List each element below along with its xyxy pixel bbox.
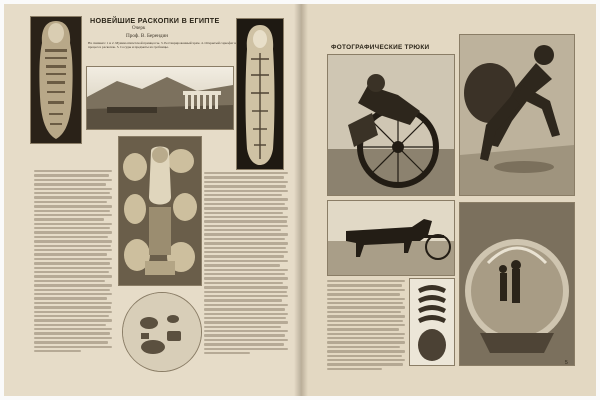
- article-text-column-1: [34, 170, 112, 384]
- sarcophagus-photo: [236, 18, 284, 170]
- page-gutter: [294, 4, 308, 396]
- mirror-sphere-photo: [459, 202, 575, 366]
- right-page-title: ФОТОГРАФИЧЕСКИЕ ТРЮКИ: [331, 44, 430, 51]
- left-page-author: Проф. В. Берендин: [126, 33, 169, 39]
- magazine-spread: [4, 4, 596, 396]
- photo-caption: На снимках: 1 и 2. Мумии египетской принцессы. 3. Реставрированный храм. 4. Открытый саркофаг в процессе раскопок. 5. Сосуды и предметы из гробницы.: [88, 41, 236, 50]
- jumping-figure-photo: [459, 34, 575, 196]
- article-text-column-2: [204, 172, 288, 384]
- horse-carriage-photo: [327, 200, 455, 276]
- temple-photo: [86, 66, 234, 130]
- left-page-title: НОВЕЙШИЕ РАСКОПКИ В ЕГИПТЕ: [90, 16, 220, 25]
- artifacts-round-photo: [122, 292, 202, 372]
- portrait-trick-photo: [409, 278, 455, 366]
- left-page: [4, 4, 302, 396]
- motorcycle-trick-photo: [327, 54, 455, 196]
- right-page: [301, 4, 596, 396]
- excavation-photo: [118, 136, 202, 286]
- left-page-subtitle: Очерк: [132, 26, 146, 31]
- mummy-photo-left: [30, 16, 82, 144]
- page-number-marker: 5: [565, 360, 568, 366]
- article-text-right: [327, 280, 405, 384]
